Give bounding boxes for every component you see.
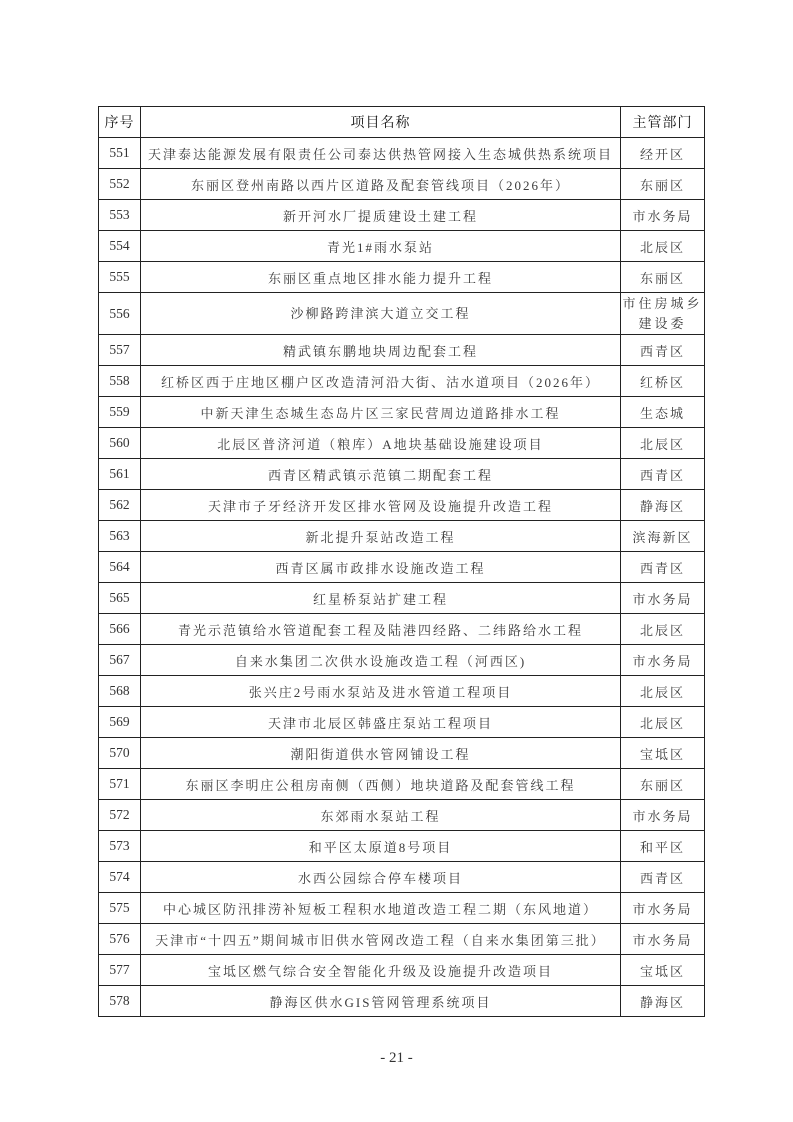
row-number: 561 <box>99 459 141 490</box>
row-number: 574 <box>99 862 141 893</box>
table-header-row <box>99 107 705 138</box>
row-number: 553 <box>99 200 141 231</box>
department: 东丽区 <box>621 769 705 800</box>
project-name: 潮阳街道供水管网铺设工程 <box>141 738 621 769</box>
table-row <box>99 924 705 955</box>
table-row <box>99 831 705 862</box>
project-name: 天津市“十四五”期间城市旧供水管网改造工程（自来水集团第三批） <box>141 924 621 955</box>
table-row <box>99 676 705 707</box>
project-name: 东丽区李明庄公租房南侧（西侧）地块道路及配套管线工程 <box>141 769 621 800</box>
row-number: 558 <box>99 366 141 397</box>
department: 北辰区 <box>621 676 705 707</box>
table-row <box>99 769 705 800</box>
project-name: 红星桥泵站扩建工程 <box>141 583 621 614</box>
table-row <box>99 335 705 366</box>
project-name: 东郊雨水泵站工程 <box>141 800 621 831</box>
project-name: 宝坻区燃气综合安全智能化升级及设施提升改造项目 <box>141 955 621 986</box>
department: 宝坻区 <box>621 738 705 769</box>
project-name: 西青区精武镇示范镇二期配套工程 <box>141 459 621 490</box>
project-name: 自来水集团二次供水设施改造工程（河西区) <box>141 645 621 676</box>
department: 红桥区 <box>621 366 705 397</box>
department: 市水务局 <box>621 645 705 676</box>
department: 北辰区 <box>621 231 705 262</box>
department: 滨海新区 <box>621 521 705 552</box>
project-name: 沙柳路跨津滨大道立交工程 <box>141 293 621 335</box>
department: 市水务局 <box>621 583 705 614</box>
page-number: - 21 - <box>380 1050 413 1066</box>
table-row <box>99 986 705 1017</box>
table-row <box>99 583 705 614</box>
row-number: 562 <box>99 490 141 521</box>
table-row <box>99 459 705 490</box>
project-name: 西青区属市政排水设施改造工程 <box>141 552 621 583</box>
table-row <box>99 200 705 231</box>
department: 西青区 <box>621 459 705 490</box>
department: 东丽区 <box>621 169 705 200</box>
table-row <box>99 490 705 521</box>
project-name: 青光示范镇给水管道配套工程及陆港四经路、二纬路给水工程 <box>141 614 621 645</box>
project-name: 青光1#雨水泵站 <box>141 231 621 262</box>
row-number: 554 <box>99 231 141 262</box>
row-number: 565 <box>99 583 141 614</box>
project-name: 新北提升泵站改造工程 <box>141 521 621 552</box>
table-row <box>99 738 705 769</box>
row-number: 557 <box>99 335 141 366</box>
row-number: 576 <box>99 924 141 955</box>
department: 西青区 <box>621 335 705 366</box>
department: 市住房城乡建设委 <box>621 293 705 335</box>
department: 西青区 <box>621 552 705 583</box>
project-name: 和平区太原道8号项目 <box>141 831 621 862</box>
department: 北辰区 <box>621 614 705 645</box>
table-row <box>99 800 705 831</box>
project-name: 北辰区普济河道（粮库）A地块基础设施建设项目 <box>141 428 621 459</box>
header-project-name: 项目名称 <box>141 107 621 138</box>
project-name: 张兴庄2号雨水泵站及进水管道工程项目 <box>141 676 621 707</box>
row-number: 555 <box>99 262 141 293</box>
table-row <box>99 138 705 169</box>
row-number: 570 <box>99 738 141 769</box>
table-row <box>99 955 705 986</box>
department: 静海区 <box>621 986 705 1017</box>
department: 和平区 <box>621 831 705 862</box>
row-number: 564 <box>99 552 141 583</box>
project-name: 东丽区登州南路以西片区道路及配套管线项目（2026年） <box>141 169 621 200</box>
project-name: 水西公园综合停车楼项目 <box>141 862 621 893</box>
department: 市水务局 <box>621 800 705 831</box>
table-row <box>99 893 705 924</box>
row-number: 551 <box>99 138 141 169</box>
row-number: 578 <box>99 986 141 1017</box>
table-row <box>99 521 705 552</box>
table-row <box>99 262 705 293</box>
table-row <box>99 707 705 738</box>
table-row <box>99 614 705 645</box>
table-row <box>99 397 705 428</box>
department: 生态城 <box>621 397 705 428</box>
department: 市水务局 <box>621 893 705 924</box>
table-row <box>99 552 705 583</box>
project-name: 东丽区重点地区排水能力提升工程 <box>141 262 621 293</box>
project-name: 静海区供水GIS管网管理系统项目 <box>141 986 621 1017</box>
project-name: 天津市子牙经济开发区排水管网及设施提升改造工程 <box>141 490 621 521</box>
row-number: 577 <box>99 955 141 986</box>
row-number: 575 <box>99 893 141 924</box>
row-number: 560 <box>99 428 141 459</box>
table-row <box>99 231 705 262</box>
department: 静海区 <box>621 490 705 521</box>
department: 市水务局 <box>621 200 705 231</box>
project-name: 红桥区西于庄地区棚户区改造清河沿大街、沽水道项目（2026年） <box>141 366 621 397</box>
row-number: 566 <box>99 614 141 645</box>
row-number: 569 <box>99 707 141 738</box>
project-name: 精武镇东鹏地块周边配套工程 <box>141 335 621 366</box>
row-number: 552 <box>99 169 141 200</box>
row-number: 567 <box>99 645 141 676</box>
department: 西青区 <box>621 862 705 893</box>
row-number: 556 <box>99 293 141 335</box>
table-row <box>99 293 705 335</box>
row-number: 559 <box>99 397 141 428</box>
row-number: 563 <box>99 521 141 552</box>
header-department: 主管部门 <box>621 107 705 138</box>
row-number: 573 <box>99 831 141 862</box>
header-number: 序号 <box>99 107 141 138</box>
row-number: 571 <box>99 769 141 800</box>
table-row <box>99 862 705 893</box>
department: 东丽区 <box>621 262 705 293</box>
department: 经开区 <box>621 138 705 169</box>
row-number: 568 <box>99 676 141 707</box>
department: 宝坻区 <box>621 955 705 986</box>
row-number: 572 <box>99 800 141 831</box>
table-row <box>99 169 705 200</box>
table-row <box>99 428 705 459</box>
project-name: 天津泰达能源发展有限责任公司泰达供热管网接入生态城供热系统项目 <box>141 138 621 169</box>
project-name: 新开河水厂提质建设土建工程 <box>141 200 621 231</box>
department: 北辰区 <box>621 428 705 459</box>
project-name: 中新天津生态城生态岛片区三家民营周边道路排水工程 <box>141 397 621 428</box>
department: 市水务局 <box>621 924 705 955</box>
project-name: 中心城区防汛排涝补短板工程积水地道改造工程二期（东风地道） <box>141 893 621 924</box>
table-row <box>99 645 705 676</box>
project-name: 天津市北辰区韩盛庄泵站工程项目 <box>141 707 621 738</box>
project-table <box>98 106 705 1017</box>
department: 北辰区 <box>621 707 705 738</box>
table-row <box>99 366 705 397</box>
